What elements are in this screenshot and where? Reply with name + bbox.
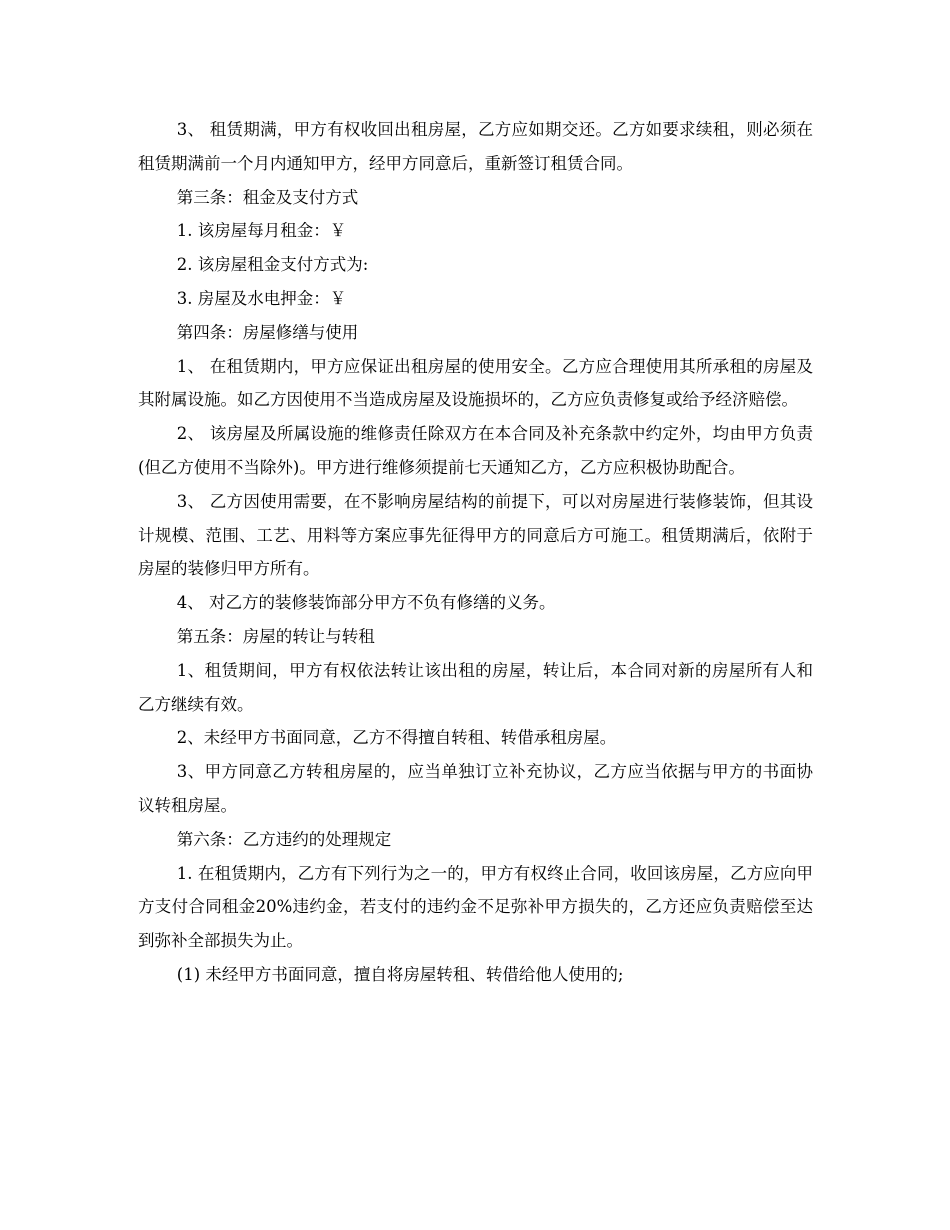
paragraph-lease-renewal: 3、 租赁期满，甲方有权收回出租房屋，乙方应如期交还。乙方如要求续租，则必须在租赁期满前一个月内通知甲方，经甲方同意后，重新签订租赁合同。: [138, 120, 813, 173]
paragraph-deposit: 3. 房屋及水电押金：￥: [176, 288, 347, 308]
heading-article-6: 第六条：乙方违约的处理规定: [176, 829, 392, 849]
paragraph-breach-item-1: (1) 未经甲方书面同意，擅自将房屋转租、转借给他人使用的;: [176, 964, 624, 984]
heading-article-3: 第三条：租金及支付方式: [176, 187, 359, 207]
paragraph-sublease-agreement: 3、甲方同意乙方转租房屋的，应当单独订立补充协议，乙方应当依据与甲方的书面协议转租房屋。: [138, 762, 813, 815]
paragraph-no-repair-duty: 4、 对乙方的装修装饰部分甲方不负有修缮的义务。: [176, 593, 556, 613]
paragraph-safe-use: 1、 在租赁期内，甲方应保证出租房屋的使用安全。乙方应合理使用其所承租的房屋及其附属设施。如乙方因使用不当造成房屋及设施损坏的，乙方应负责修复或给予经济赔偿。: [138, 356, 813, 410]
document-body: [138, 113, 813, 992]
paragraph-monthly-rent: 1. 该房屋每月租金：￥: [176, 221, 347, 241]
paragraph-maintenance: 2、 该房屋及所属设施的维修责任除双方在本合同及补充条款中约定外，均由甲方负责(但乙方使用不当除外)。甲方进行维修须提前七天通知乙方，乙方应积极协助配合。: [138, 424, 813, 477]
paragraph-payment-method: 2. 该房屋租金支付方式为:: [176, 255, 369, 275]
paragraph-no-sublease: 2、未经甲方书面同意，乙方不得擅自转租、转借承租房屋。: [176, 728, 617, 748]
heading-article-5: 第五条：房屋的转让与转租: [176, 626, 375, 646]
paragraph-breach-termination: 1. 在租赁期内，乙方有下列行为之一的，甲方有权终止合同，收回该房屋，乙方应向甲方支付合同租金20%违约金，若支付的违约金不足弥补甲方损失的，乙方还应负责赔偿至达到弥补全部损失为止。: [138, 863, 813, 951]
paragraph-decoration: 3、 乙方因使用需要，在不影响房屋结构的前提下，可以对房屋进行装修装饰，但其设计规模、范围、工艺、用料等方案应事先征得甲方的同意后方可施工。租赁期满后，依附于房屋的装修归甲方所有。: [138, 491, 813, 579]
heading-article-4: 第四条：房屋修缮与使用: [176, 322, 359, 342]
paragraph-transfer: 1、租赁期间，甲方有权依法转让该出租的房屋，转让后，本合同对新的房屋所有人和乙方继续有效。: [138, 660, 813, 714]
